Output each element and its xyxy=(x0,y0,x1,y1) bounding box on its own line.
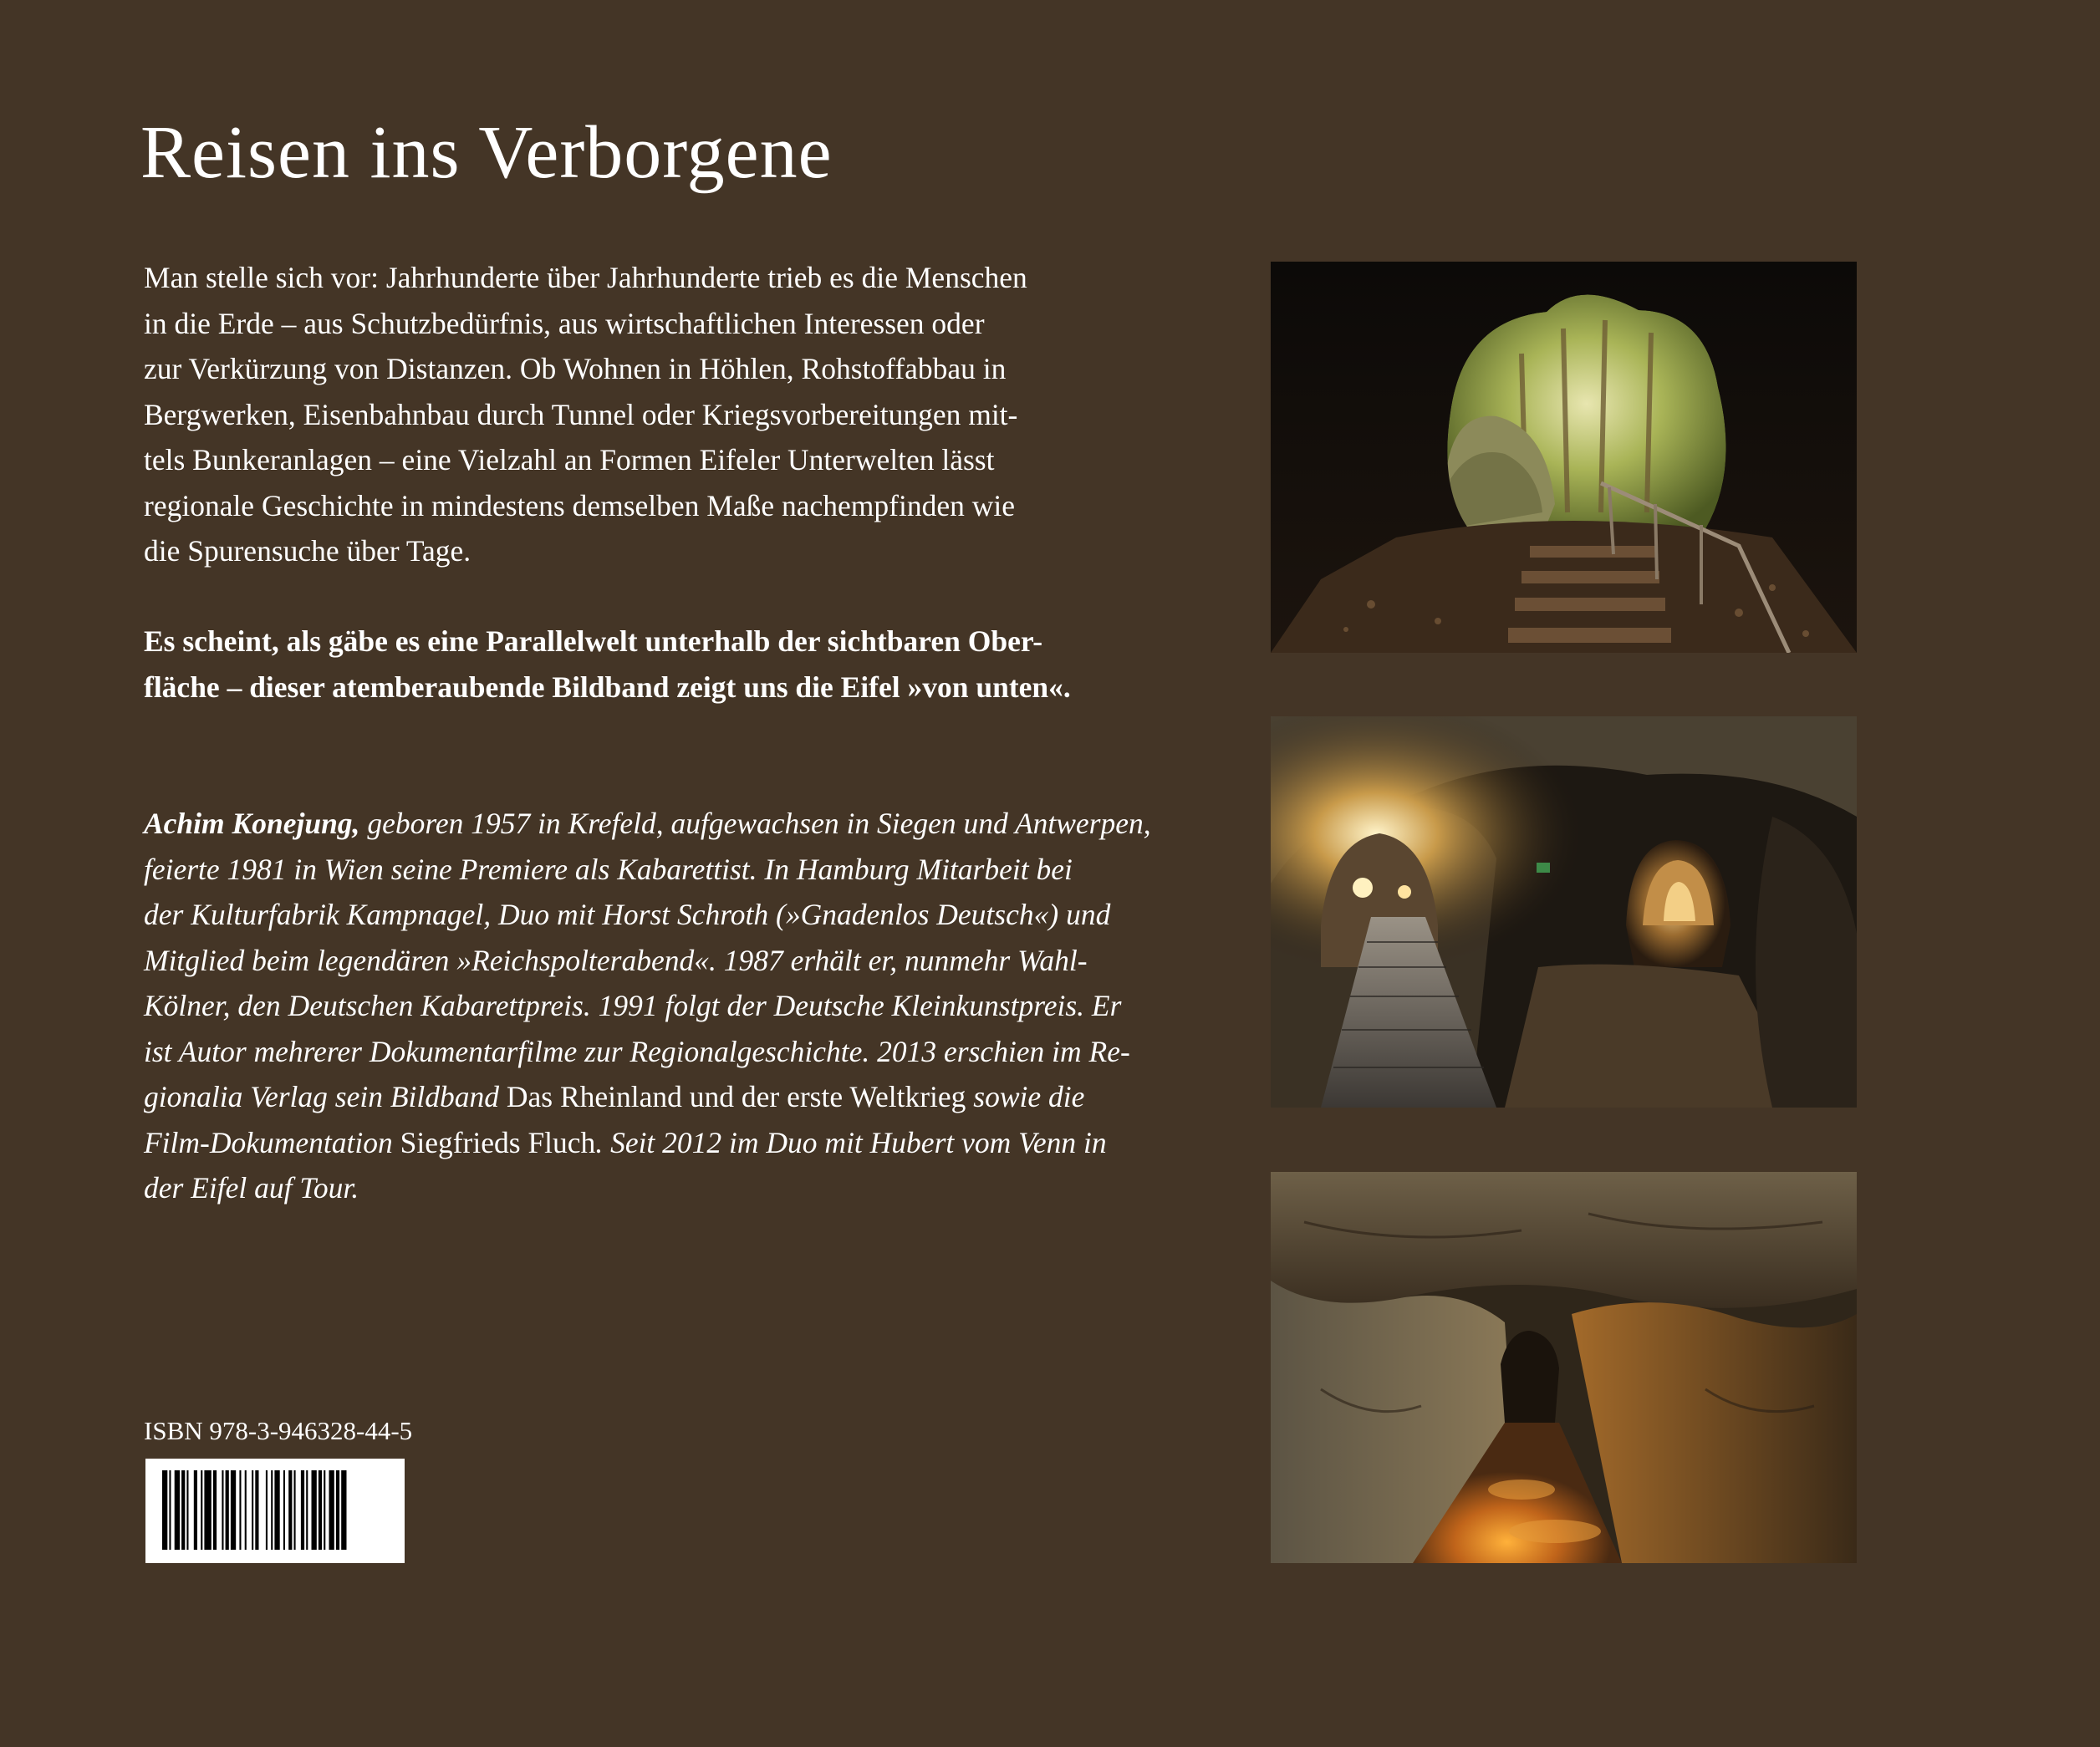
barcode-bar xyxy=(329,1470,334,1550)
intro-line: in die Erde – aus Schutzbedürfnis, aus wirtschaftlichen Interessen oder xyxy=(144,306,985,340)
highlight-line: fläche – dieser atemberaubende Bildband zeigt uns die Eifel »von unten«. xyxy=(144,670,1071,704)
bio-text: Film-Dokumentation xyxy=(144,1125,400,1159)
intro-line: Bergwerken, Eisenbahnbau durch Tunnel oder Kriegsvorbereitungen mit- xyxy=(144,397,1018,431)
barcode-bar xyxy=(226,1470,229,1550)
bio-line xyxy=(144,1120,1172,1166)
barcode-bar xyxy=(181,1470,185,1550)
barcode-bar xyxy=(319,1470,322,1550)
barcode-bar xyxy=(306,1470,308,1550)
barcode-bar xyxy=(169,1470,171,1550)
highlight-line: Es scheint, als gäbe es eine Parallelwelt unterhalb der sichtbaren Ober- xyxy=(144,624,1043,658)
bio-line xyxy=(144,1074,1172,1120)
barcode-bar xyxy=(266,1470,268,1550)
bio-line: feierte 1981 in Wien seine Premiere als Kabarettist. In Hamburg Mitarbeit bei xyxy=(144,852,1073,886)
barcode-bar xyxy=(271,1470,273,1550)
rock-tunnel-image xyxy=(1271,1172,1857,1563)
intro-line: regionale Geschichte in mindestens demselben Maße nachempfinden wie xyxy=(144,488,1015,522)
barcode-bar xyxy=(239,1470,241,1550)
photo-cave-entrance xyxy=(1271,262,1857,653)
barcode-graphic xyxy=(162,1470,388,1550)
bio-line: ist Autor mehrerer Dokumentarfilme zur Regionalgeschichte. 2013 erschien im Re- xyxy=(144,1034,1130,1068)
mine-tunnel-image xyxy=(1271,716,1857,1108)
barcode xyxy=(145,1459,405,1563)
bio-line: Mitglied beim legendären »Reichspolterabend«. 1987 erhält er, nunmehr Wahl- xyxy=(144,943,1088,977)
barcode-bar xyxy=(186,1470,188,1550)
highlight-paragraph xyxy=(144,619,1172,710)
bio-text: gionalia Verlag sein Bildband xyxy=(144,1080,507,1113)
barcode-bar xyxy=(341,1470,346,1550)
intro-line: Man stelle sich vor: Jahrhunderte über Jahrhunderte trieb es die Menschen xyxy=(144,261,1027,294)
page-title: Reisen ins Verborgene xyxy=(140,111,833,194)
isbn-number: ISBN 978-3-946328-44-5 xyxy=(144,1416,413,1445)
author-name: Achim Konejung, xyxy=(144,807,360,840)
barcode-bar xyxy=(222,1470,223,1550)
bio-line xyxy=(144,801,1172,847)
barcode-bar xyxy=(245,1470,247,1550)
bio-text: geboren 1957 in Krefeld, aufgewachsen in Siegen und Antwerpen, xyxy=(359,807,1151,840)
barcode-bar xyxy=(283,1470,285,1550)
photo-mine-tunnel xyxy=(1271,716,1857,1108)
bio-text: sowie die xyxy=(966,1080,1085,1113)
barcode-bar xyxy=(274,1470,279,1550)
barcode-bar xyxy=(312,1470,317,1550)
barcode-bar xyxy=(231,1470,236,1550)
barcode-bar xyxy=(175,1470,180,1550)
author-bio xyxy=(144,801,1172,1211)
cave-entrance-image xyxy=(1271,262,1857,653)
barcode-bar xyxy=(194,1470,197,1550)
bio-line: Kölner, den Deutschen Kabarettpreis. 1991 folgt der Deutsche Kleinkunstpreis. Er xyxy=(144,989,1122,1022)
photo-rock-tunnel xyxy=(1271,1172,1857,1563)
barcode-bar xyxy=(252,1470,253,1550)
intro-line: zur Verkürzung von Distanzen. Ob Wohnen in Höhlen, Rohstoffabbau in xyxy=(144,352,1007,385)
bio-line: der Kulturfabrik Kampnagel, Duo mit Horst Schroth (»Gnadenlos Deutsch«) und xyxy=(144,898,1111,931)
barcode-bar xyxy=(204,1470,211,1550)
intro-paragraph xyxy=(144,255,1172,574)
book-title: Das Rheinland und der erste Weltkrieg xyxy=(506,1080,966,1113)
barcode-bar xyxy=(324,1470,325,1550)
barcode-bar xyxy=(201,1470,202,1550)
barcode-bar xyxy=(288,1470,292,1550)
intro-line: die Spurensuche über Tage. xyxy=(144,534,471,568)
barcode-bar xyxy=(294,1470,296,1550)
film-title: Siegfrieds Fluch xyxy=(400,1125,596,1159)
barcode-bar xyxy=(213,1470,217,1550)
barcode-bar xyxy=(255,1470,258,1550)
barcode-bar xyxy=(301,1470,304,1550)
barcode-bar xyxy=(162,1470,167,1550)
barcode-bar xyxy=(336,1470,339,1550)
bio-line: der Eifel auf Tour. xyxy=(144,1171,359,1205)
bio-text: . Seit 2012 im Duo mit Hubert vom Venn in xyxy=(595,1125,1107,1159)
intro-line: tels Bunkeranlagen – eine Vielzahl an Formen Eifeler Unterwelten lässt xyxy=(144,443,995,476)
